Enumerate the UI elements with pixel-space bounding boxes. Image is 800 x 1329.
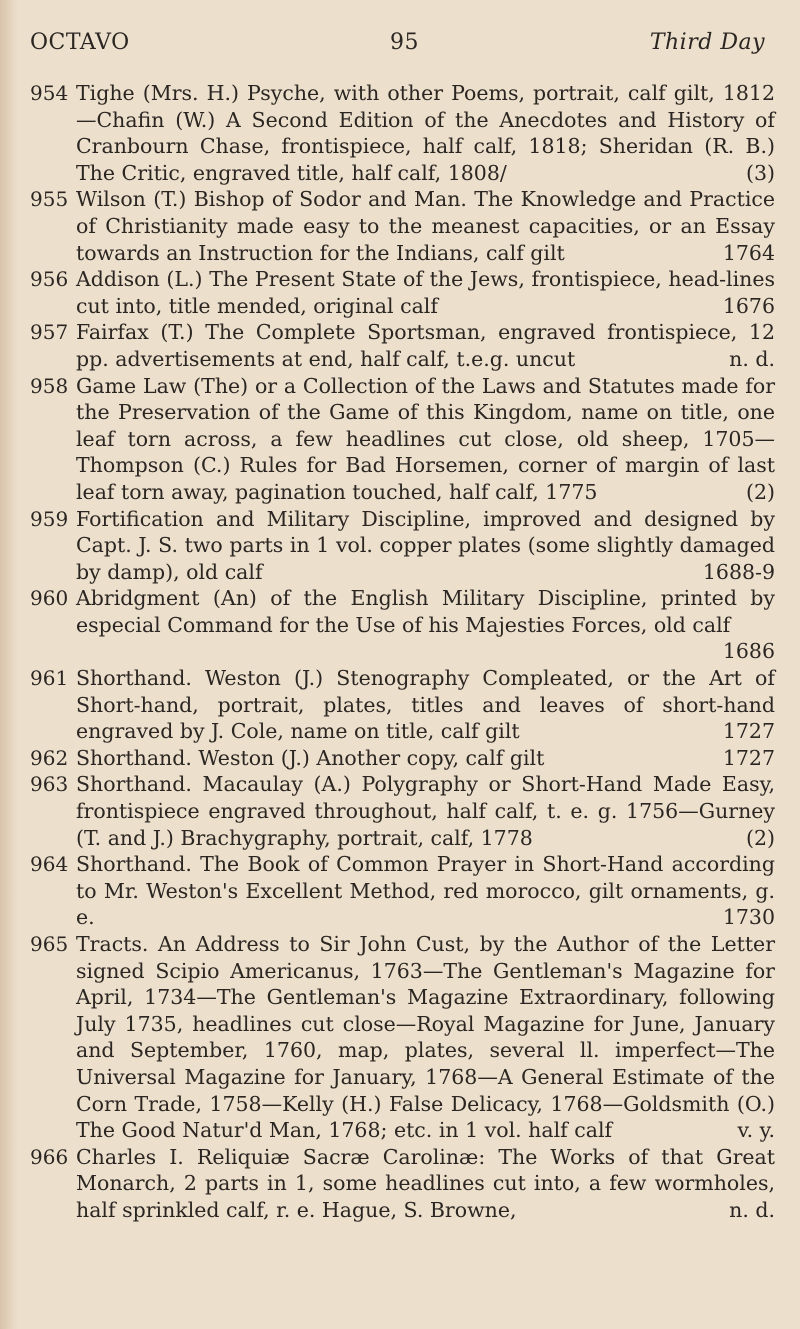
lot-number: 954 (30, 81, 69, 105)
lot-entry (30, 1144, 775, 1224)
lot-description: Shorthand. Macaulay (A.) Polygraphy or Short-Hand Made Easy, frontispiece engraved throughout, half calf, t. e. g. 1756—Gurney (T. and J.) Brachygraphy, portrait, calf, 1778 (76, 772, 775, 850)
lot-number: 959 (30, 506, 69, 531)
page-number: 95 (390, 30, 419, 55)
lot-date: 1764 (722, 240, 775, 265)
lot-description: Shorthand. Weston (J.) Another copy, calf gilt (76, 745, 545, 770)
header-day: Third Day (649, 30, 765, 55)
lot-description: Fairfax (T.) The Complete Sportsman, engraved frontispiece, 12 pp. advertisements at end, half calf, t.e.g. uncut (76, 320, 775, 371)
header-format: OCTAVO (30, 30, 130, 55)
catalogue-entries (30, 80, 775, 1224)
lot-entry (30, 373, 775, 506)
lot-number: 957 (30, 320, 69, 345)
lot-number: 956 (30, 267, 69, 292)
lot-description: Tracts. An Address to Sir John Cust, by the Author of the Letter signed Scipio Americanus, 1763—The Gentleman's Magazine for April, 1734—The Gentleman's Magazine Extraordinary, following July 1735, headlines cut close—Royal Magazine for June, January and September, 1760, map, plates, several ll. imperfect—The Universal Magazine for January, 1768—A General Estimate of the Corn Trade, 1758—Kelly (H.) False Delicacy, 1768—Goldsmith (O.) The Good Natur'd Man, 1768; etc. in 1 vol. half calf (76, 932, 775, 1143)
lot-date: 1686 (722, 639, 775, 664)
lot-entry (30, 931, 775, 1144)
lot-date: 1727 (722, 745, 775, 770)
lot-entry (30, 319, 775, 372)
lot-entry (30, 80, 775, 186)
page-edge-shadow (0, 0, 18, 1329)
lot-entry (30, 266, 775, 319)
lot-date: (2) (745, 825, 775, 850)
lot-date: (3) (745, 160, 775, 185)
lot-entry (30, 745, 775, 772)
lot-description: Wilson (T.) Bishop of Sodor and Man. The Knowledge and Practice of Christianity made easy to the meanest capacities, or an Essay towards an Instruction for the Indians, calf gilt (76, 187, 775, 265)
lot-date: 1688-9 (702, 559, 775, 584)
lot-number: 964 (30, 852, 69, 877)
lot-description: Abridgment (An) of the English Military Discipline, printed by especial Command for the Use of his Majesties Forces, old calf (76, 586, 775, 637)
lot-number: 955 (30, 187, 69, 212)
lot-number: 963 (30, 772, 69, 797)
lot-number: 962 (30, 745, 69, 770)
page-header (30, 22, 765, 62)
lot-entry (30, 771, 775, 851)
lot-date: 1676 (722, 293, 775, 318)
lot-description: Addison (L.) The Present State of the Jews, frontispiece, head-lines cut into, title mended, original calf (76, 267, 775, 318)
lot-date: n. d. (729, 346, 775, 371)
lot-date: 1727 (722, 719, 775, 744)
lot-date: 1730 (722, 905, 775, 930)
lot-entry (30, 665, 775, 745)
lot-description: Charles I. Reliquiæ Sacræ Carolinæ: The Works of that Great Monarch, 2 parts in 1, some headlines cut into, a few wormholes, half sprinkled calf, r. e. Hague, S. Browne, (76, 1144, 775, 1222)
lot-date: v. y. (737, 1118, 775, 1143)
lot-description: Tighe (Mrs. H.) Psyche, with other Poems, portrait, calf gilt, 1812—Chafin (W.) A Second Edition of the Anecdotes and History of Cranbourn Chase, frontispiece, half calf, 1818; Sheridan (R. B.) The Critic, engraved title, half calf, 1808/ (76, 81, 775, 185)
lot-description: Game Law (The) or a Collection of the Laws and Statutes made for the Preservation of the Game of this Kingdom, name on title, one leaf torn across, a few headlines cut close, old sheep, 1705—Thompson (C.) Rules for Bad Horsemen, corner of margin of last leaf torn away, pagination touched, half calf, 1775 (76, 373, 775, 504)
lot-entry (30, 585, 775, 665)
lot-number: 960 (30, 586, 69, 611)
lot-description: Fortification and Military Discipline, improved and designed by Capt. J. S. two parts in 1 vol. copper plates (some slightly damaged by damp), old calf (76, 506, 775, 584)
lot-description: Shorthand. The Book of Common Prayer in Short-Hand according to Mr. Weston's Excellent Method, red morocco, gilt ornaments, g. e. (76, 852, 775, 930)
lot-description: Shorthand. Weston (J.) Stenography Compleated, or the Art of Short-hand, portrait, plates, titles and leaves of short-hand engraved by J. Cole, name on title, calf gilt (76, 666, 775, 744)
lot-number: 961 (30, 666, 69, 691)
lot-entry (30, 186, 775, 266)
lot-entry (30, 851, 775, 931)
lot-number: 965 (30, 932, 69, 956)
lot-entry (30, 506, 775, 586)
lot-number: 966 (30, 1144, 69, 1169)
lot-date: n. d. (729, 1197, 775, 1222)
lot-date: (2) (745, 479, 775, 504)
lot-number: 958 (30, 373, 69, 398)
